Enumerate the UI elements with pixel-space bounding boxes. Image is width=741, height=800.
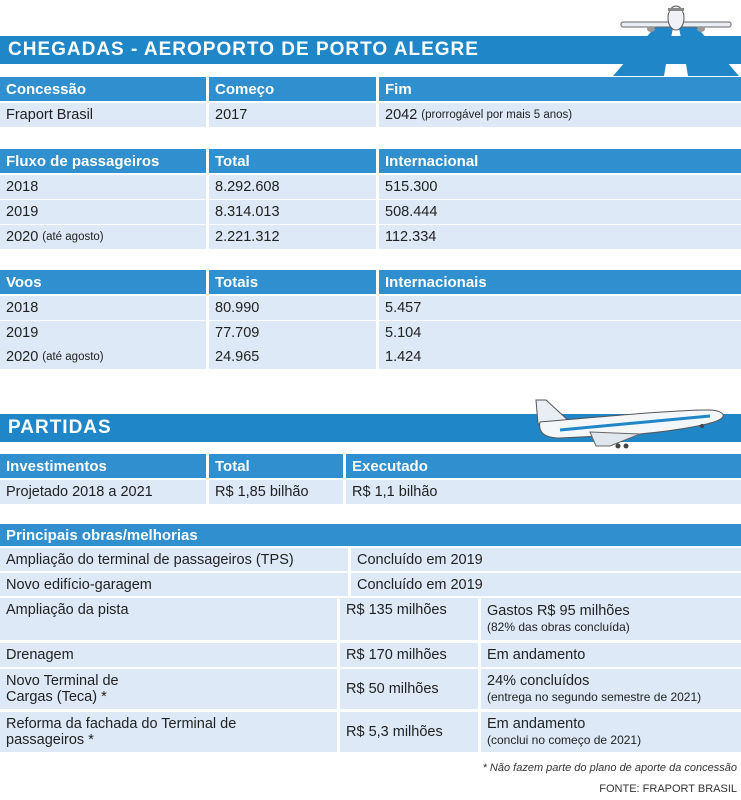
investments-total-header: Total [209,454,343,478]
total-cell: 77.709 [209,321,376,345]
concession-name: Fraport Brasil [0,103,206,127]
end-year: 2042 [385,107,418,123]
investment-total: R$ 1,85 bilhão [209,480,343,504]
table-row [0,103,741,127]
passengers-col-header: Fluxo de passageiros [0,149,206,173]
total-cell: 24.965 [209,345,376,369]
table-row [0,200,741,224]
status-note: (82% das obras concluída) [487,620,630,634]
table-row [0,296,741,320]
flights-total-header: Totais [209,270,376,294]
table-row [0,712,741,752]
work-status [481,712,741,752]
footnote: * Não fazem parte do plano de aporte da concessão [482,762,737,774]
source-credit: FONTE: FRAPORT BRASIL [599,783,737,795]
year: 2019 [6,325,39,341]
table-row [0,643,741,667]
arrivals-title: CHEGADAS - AEROPORTO DE PORTO ALEGRE [8,39,479,60]
total-cell: 8.314.013 [209,200,376,224]
status-note: (entrega no segundo semestre de 2021) [487,690,702,704]
name-line-1: Novo Terminal de [6,673,119,689]
table-row [0,225,741,249]
intl-cell: 508.444 [379,200,741,224]
intl-cell: 1.424 [379,345,741,369]
total-cell: 80.990 [209,296,376,320]
table-row [0,345,741,369]
year: 2018 [6,179,39,195]
intl-cell: 5.104 [379,321,741,345]
table-row [0,321,741,345]
work-name [0,712,337,752]
concession-start: 2017 [209,103,376,127]
departures-title: PARTIDAS [8,417,112,438]
work-name: Ampliação do terminal de passageiros (TPS) [0,548,348,571]
status-main: Em andamento [487,716,586,732]
status-main: Gastos R$ 95 milhões [487,603,630,619]
investment-label: Projetado 2018 a 2021 [0,480,206,504]
year-cell [0,225,206,249]
name-line-1: Reforma da fachada do Terminal de [6,716,237,732]
name-line-2: passageiros * [6,732,94,748]
passengers-intl-header: Internacional [379,149,741,173]
work-value: R$ 5,3 milhões [340,712,478,752]
year-cell [0,345,206,369]
concession-header-row [0,77,741,101]
work-name: Ampliação da pista [0,598,337,640]
name-line-2: Cargas (Teca) * [6,689,107,705]
concession-col-header: Concessão [0,77,206,101]
work-status [481,669,741,709]
work-name: Drenagem [0,643,337,667]
table-row [0,175,741,199]
year-cell [0,175,206,199]
end-note: (prorrogável por mais 5 anos) [421,109,573,121]
airplane-icon [530,396,730,452]
flights-header-row [0,270,741,294]
investments-col-header: Investimentos [0,454,206,478]
table-row [0,573,741,596]
works-header-row [0,524,741,546]
start-col-header: Começo [209,77,376,101]
investment-executed: R$ 1,1 bilhão [346,480,741,504]
year-cell [0,200,206,224]
year-cell [0,321,206,345]
work-status: Concluído em 2019 [351,548,741,571]
works-header: Principais obras/melhorias [0,524,741,546]
investments-header-row [0,454,741,478]
year: 2020 [6,229,39,245]
year-cell [0,296,206,320]
intl-cell: 515.300 [379,175,741,199]
work-name [0,669,337,709]
year: 2020 [6,349,39,365]
table-row [0,548,741,571]
table-row [0,598,741,640]
year-note: (até agosto) [42,231,104,243]
work-status [481,598,741,640]
flights-intl-header: Internacionais [379,270,741,294]
total-cell: 2.221.312 [209,225,376,249]
work-status: Em andamento [481,643,741,667]
total-cell: 8.292.608 [209,175,376,199]
flights-col-header: Voos [0,270,206,294]
intl-cell: 112.334 [379,225,741,249]
work-value: R$ 170 milhões [340,643,478,667]
year: 2019 [6,204,39,220]
passengers-header-row [0,149,741,173]
passengers-total-header: Total [209,149,376,173]
investments-executed-header: Executado [346,454,741,478]
intl-cell: 5.457 [379,296,741,320]
table-row [0,480,741,504]
table-row [0,669,741,709]
status-main: 24% concluídos [487,673,590,689]
status-note: (conclui no começo de 2021) [487,733,642,747]
work-value: R$ 135 milhões [340,598,478,640]
work-name: Novo edifício-garagem [0,573,348,596]
concession-end [379,103,741,127]
work-status: Concluído em 2019 [351,573,741,596]
work-value: R$ 50 milhões [340,669,478,709]
year: 2018 [6,300,39,316]
arrivals-banner [0,36,741,64]
end-col-header: Fim [379,77,741,101]
year-note: (até agosto) [42,351,104,363]
